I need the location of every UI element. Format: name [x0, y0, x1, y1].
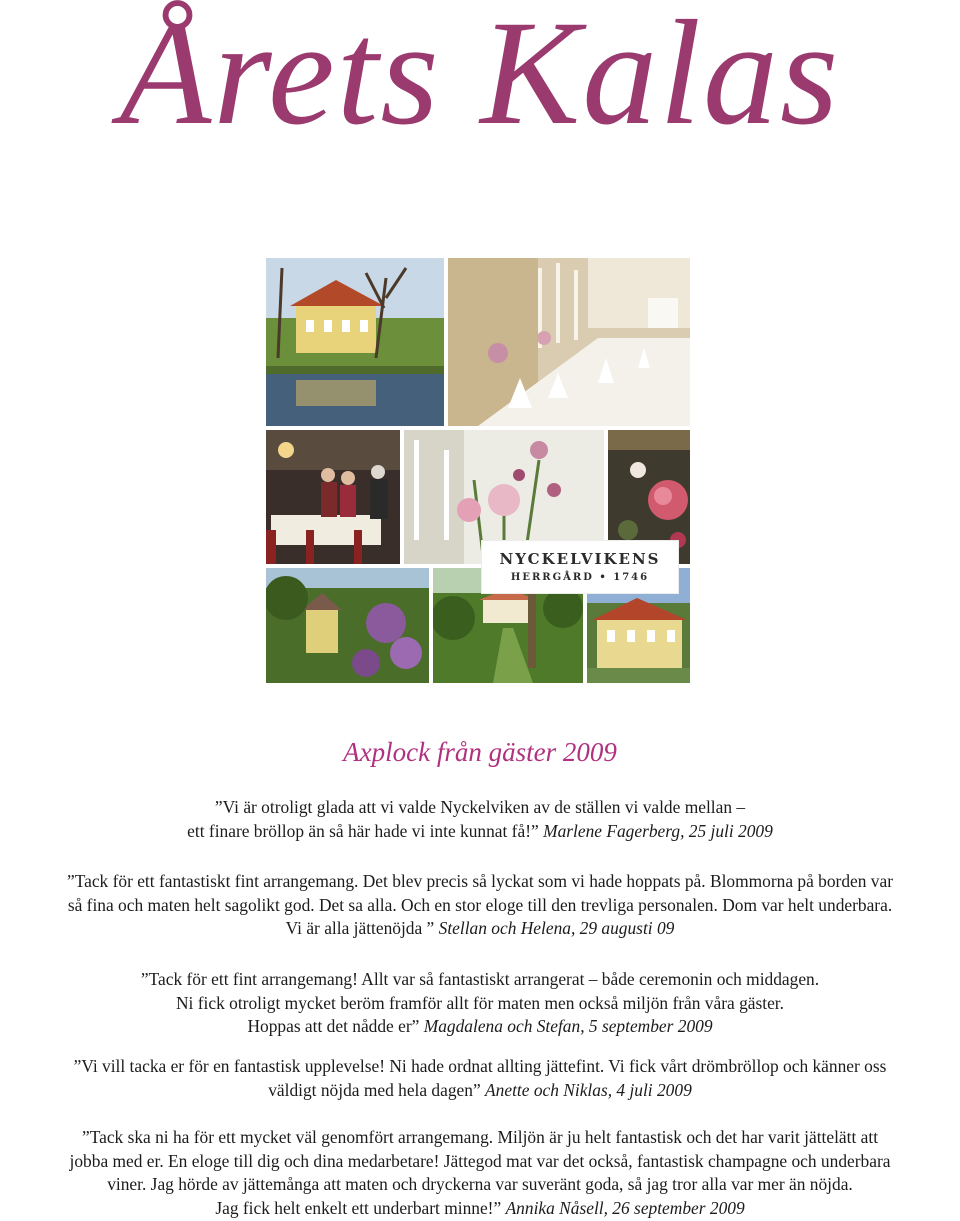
quote-line: Vi är alla jättenöjda ” — [285, 918, 435, 938]
quote-line: ”Tack ska ni ha för ett mycket väl genomfört arrangemang. Miljön är ju helt fantastisk och det har varit jättelätt att — [81, 1127, 879, 1147]
nyckelviken-logo — [482, 541, 678, 593]
quote-signature: Annika Nåsell, 26 september 2009 — [505, 1197, 745, 1218]
photo-collage — [266, 258, 690, 683]
quote-line: ”Tack för ett fantastiskt fint arrangemang. Det blev precis så lyckat som vi hade hoppats på. Blommorna på borden var — [66, 871, 894, 891]
testimonial — [0, 1126, 960, 1220]
quote-line: så fina och maten helt sagolikt god. Det sa alla. Och en stor eloge till den trevliga personalen. Dom var helt underbara. — [67, 894, 893, 915]
quote-line: ”Vi är otroligt glada att vi valde Nyckelviken av de ställen vi valde mellan – — [214, 797, 746, 817]
quote-signature: Stellan och Helena, 29 augusti 09 — [438, 918, 675, 938]
quote-line: Ni fick otroligt mycket beröm framför allt för maten men också miljön från våra gäster. — [176, 992, 784, 1013]
page-title: Årets Kalas — [119, 0, 841, 156]
quote-line: ”Tack för ett fint arrangemang! Allt var så fantastiskt arrangerat – både ceremonin och middagen. — [140, 969, 820, 989]
quote-signature: Magdalena och Stefan, 5 september 2009 — [423, 1016, 713, 1036]
manor-pond-photo — [266, 258, 444, 426]
quote-line: ”Vi vill tacka er för en fantastisk upplevelse! Ni hade ordnat allting jättefint. Vi fick vårt drömbröllop och känner oss — [73, 1056, 887, 1076]
lilac-house-photo — [266, 568, 429, 683]
logo-name: NYCKELVIKENS — [499, 550, 661, 568]
testimonial — [0, 870, 960, 941]
quote-signature: Marlene Fagerberg, 25 juli 2009 — [543, 820, 773, 841]
logo-subtitle: HERRGÅRD • 1746 — [510, 572, 650, 583]
quote-line: jobba med er. En eloge till dig och dina medarbetare! Jättegod mat var det också, fantastisk champagne och underbara — [69, 1150, 891, 1171]
testimonial — [0, 796, 960, 843]
quote-line: väldigt nöjda med hela dagen” — [268, 1079, 481, 1100]
quote-signature: Anette och Niklas, 4 juli 2009 — [485, 1079, 692, 1100]
section-heading: Axplock från gäster 2009 — [343, 737, 617, 767]
testimonial — [0, 968, 960, 1039]
banquet-table-photo — [448, 258, 690, 426]
quote-line: Hoppas att det nådde er” — [247, 1016, 420, 1036]
quote-line: Jag fick helt enkelt ett underbart minne!” — [215, 1197, 502, 1218]
testimonial — [0, 1055, 960, 1102]
dining-guests-photo — [266, 430, 400, 564]
quote-line: ett finare bröllop än så här hade vi inte kunnat få!” — [187, 820, 539, 841]
quote-line: viner. Jag hörde av jättemånga att maten och dryckerna var suveränt goda, så jag tror alla var mer än nöjda. — [107, 1174, 853, 1194]
